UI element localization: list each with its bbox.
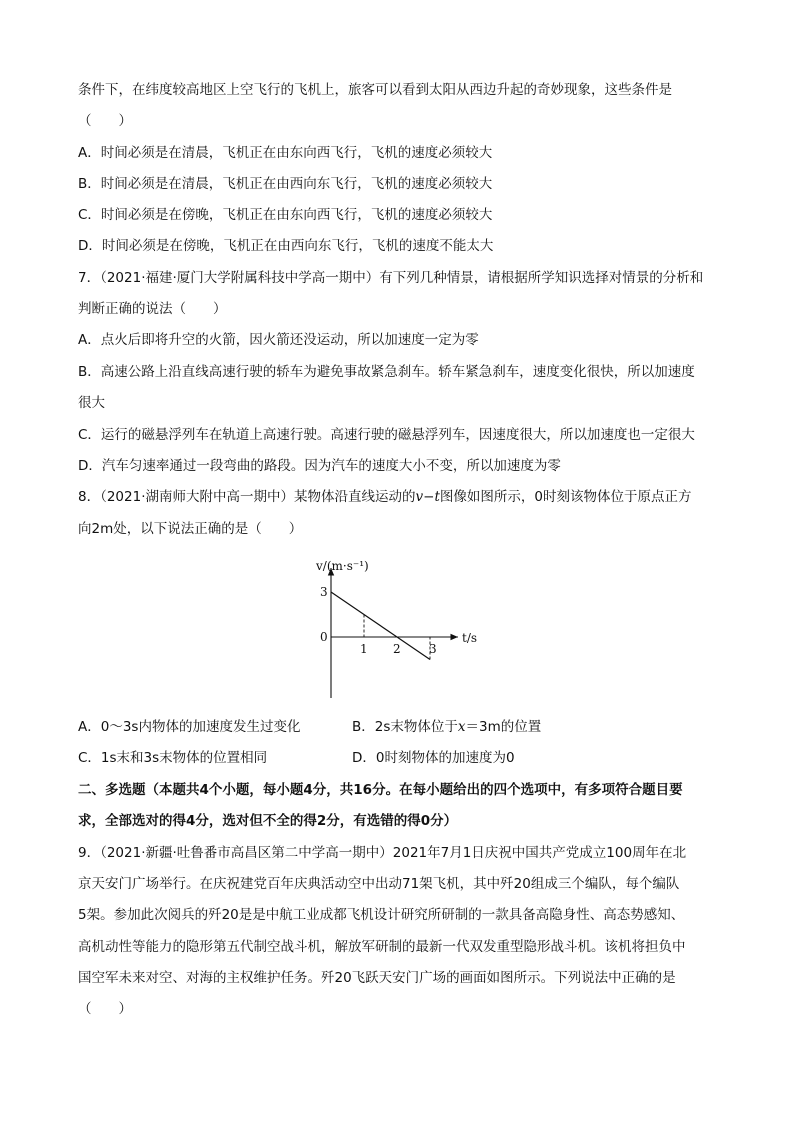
- q8-option-a: A．0～3s内物体的加速度发生过变化: [78, 719, 301, 735]
- vt-chart: [300, 550, 500, 705]
- q8-option-c: C．1s末和3s末物体的位置相同: [78, 750, 268, 766]
- q9-stem-line5: 国空军未来对空、对海的主权维护任务。歼20飞跃天安门广场的画面如图所示。下列说法中正确的是: [78, 970, 676, 986]
- q6-option-b: B．时间必须是在清晨，飞机正在由西向东飞行，飞机的速度必须较大: [78, 176, 493, 192]
- q8-stem-part1: 8．（2021·湖南师大附中高一期中）某物体沿直线运动的: [78, 489, 416, 505]
- q7-stem-line1: 7．（2021·福建·厦门大学附属科技中学高一期中）有下列几种情景，请根据所学知识选择对情景的分析和: [78, 270, 704, 286]
- q9-stem-line4: 高机动性等能力的隐形第五代制空战斗机，解放军研制的最新一代双发重型隐形战斗机。该机将担负中: [78, 939, 686, 955]
- origin-label: 0: [320, 630, 328, 644]
- q8-option-b-part1: B．2s末物体位于: [352, 719, 458, 735]
- q7-option-b-line1: B．高速公路上沿直线高速行驶的轿车为避免事故紧急刹车。轿车紧急刹车，速度变化很快，所以加速度: [78, 364, 695, 380]
- q9-stem-line2: 京天安门广场举行。在庆祝建党百年庆典活动空中出动71架飞机，其中歼20组成三个编队，每个编队: [78, 876, 680, 892]
- q6-continuation: 条件下，在纬度较高地区上空飞行的飞机上，旅客可以看到太阳从西边升起的奇妙现象，这些条件是: [78, 82, 672, 98]
- q7-option-b-line2: 很大: [78, 395, 105, 411]
- q8-option-d: D．0时刻物体的加速度为0: [352, 750, 515, 766]
- q7-option-d: D．汽车匀速率通过一段弯曲的路段。因为汽车的速度大小不变，所以加速度为零: [78, 458, 561, 474]
- q8-vt-symbol: v−t: [415, 489, 440, 505]
- q6-option-d: D．时间必须是在傍晚，飞机正在由西向东飞行，飞机的速度不能太大: [78, 238, 494, 254]
- q6-option-a: A．时间必须是在清晨，飞机正在由东向西飞行，飞机的速度必须较大: [78, 145, 493, 161]
- q8-option-b-part2: ＝3m的位置: [465, 719, 542, 735]
- q8-stem-line1: [78, 487, 691, 507]
- section2-heading-line2: 求，全部选对的得4分，选对但不全的得2分，有选错的得0分）: [78, 813, 458, 829]
- q9-answer-blank: （ ）: [78, 1001, 132, 1017]
- x-axis-label: t/s: [462, 631, 478, 645]
- q8-option-b: [352, 717, 541, 737]
- q8-stem-line2: 向2m处，以下说法正确的是（ ）: [78, 521, 303, 537]
- x-tick-label-1: 1: [360, 642, 368, 656]
- q8-x-symbol: x: [457, 719, 466, 735]
- section2-heading-line1: 二、多选题（本题共4个小题，每小题4分，共16分。在每小题给出的四个选项中，有多项符合题目要: [78, 782, 683, 798]
- q7-option-c: C．运行的磁悬浮列车在轨道上高速行驶。高速行驶的磁悬浮列车，因速度很大，所以加速度也一定很大: [78, 427, 695, 443]
- q7-option-a: A．点火后即将升空的火箭，因火箭还没运动，所以加速度一定为零: [78, 332, 479, 348]
- q8-stem-part2: 图像如图所示，0时刻该物体位于原点正方: [439, 489, 692, 505]
- x-tick-label-3: 3: [429, 642, 437, 656]
- v-series-line: [331, 592, 430, 660]
- y-tick-label-3: 3: [320, 585, 328, 599]
- q7-stem-line2: 判断正确的说法（ ）: [78, 301, 227, 317]
- q9-stem-line1: 9．（2021·新疆·吐鲁番市高昌区第二中学高一期中）2021年7月1日庆祝中国共产党成立100周年在北: [78, 845, 687, 861]
- y-axis-label: v/(m·s⁻¹): [316, 559, 369, 573]
- q6-option-c: C．时间必须是在傍晚，飞机正在由东向西飞行，飞机的速度必须较大: [78, 207, 493, 223]
- q9-stem-line3: 5架。参加此次阅兵的歼20是是中航工业成都飞机设计研究所研制的一款具备高隐身性、高态势感知、: [78, 907, 685, 923]
- q6-answer-blank: （ ）: [78, 113, 132, 129]
- x-tick-label-2: 2: [393, 642, 401, 656]
